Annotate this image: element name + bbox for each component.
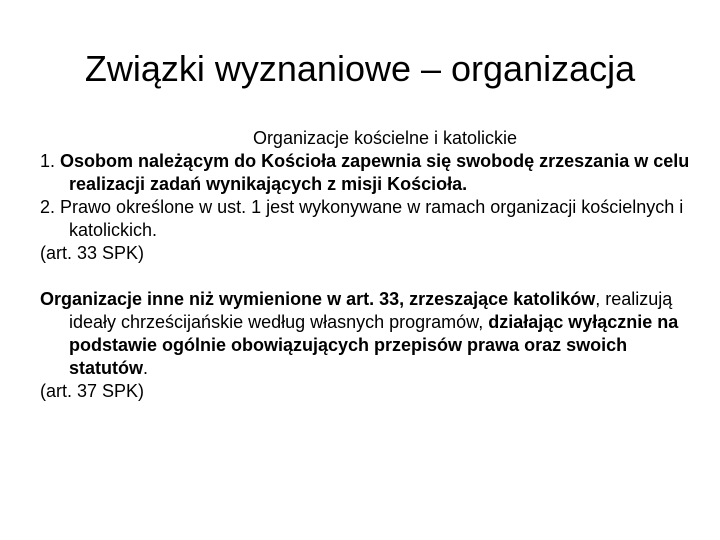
article-33-item-2 [40,196,690,242]
article-37-text-2: . [143,358,149,378]
article-37-bold-2: działając wyłącznie na podstawie ogólnie obowiązujących przepisów prawa oraz swoich statutów [69,312,679,378]
item-2-number: 2. [40,197,56,217]
article-37-bold-1: Organizacje inne niż wymienione w art. 33, zrzeszające katolików [40,289,596,309]
article-37-text-1: , realizują ideały chrześcijańskie według własnych programów, [69,289,673,332]
item-1-number: 1. [40,151,56,171]
item-1-text: Osobom należącym do Kościoła zapewnia się swobodę zrzeszania w celu realizacji zadań wynikających z misji Kościoła. [60,151,690,194]
spacer [40,265,690,288]
article-33-item-1 [40,150,690,196]
slide-title: Związki wyznaniowe – organizacja [84,48,636,89]
article-37-reference: (art. 37 SPK) [40,381,145,401]
article-37-paragraph [40,288,690,380]
article-33-reference: (art. 33 SPK) [40,243,145,263]
section-heading: Organizacje kościelne i katolickie [252,128,518,148]
item-2-text: Prawo określone w ust. 1 jest wykonywane w ramach organizacji kościelnych i katolickich. [60,197,684,240]
slide-content [40,127,690,403]
